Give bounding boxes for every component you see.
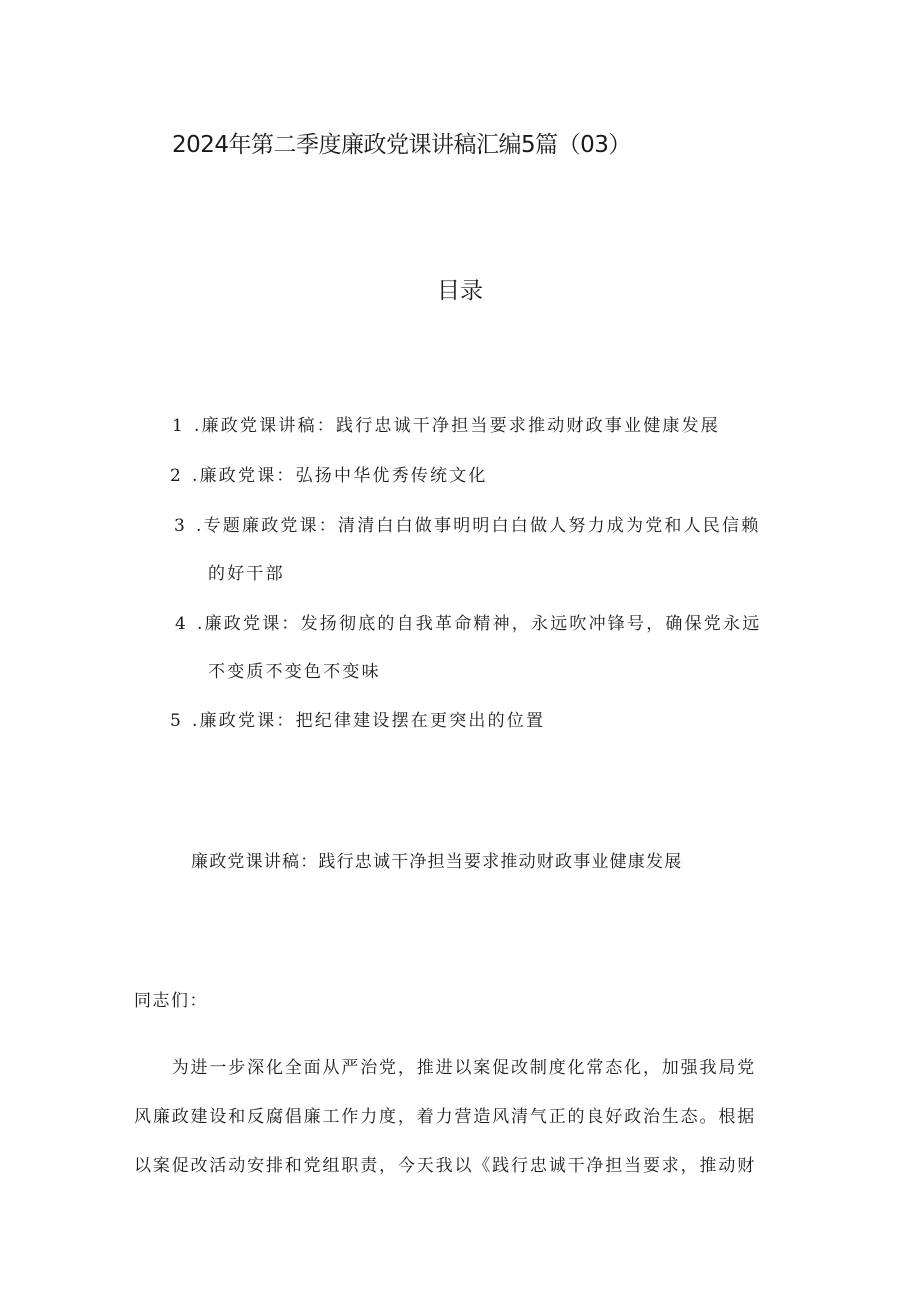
toc-item-text: .廉政党课：把纪律建设摆在更突出的位置 [192, 711, 546, 731]
document-title: 2024年第二季度廉政党课讲稿汇编5篇（03） [172, 132, 631, 158]
toc-item-text: .廉政党课：发扬彻底的自我革命精神，永远吹冲锋号，确保党永远 [197, 614, 762, 634]
paragraph-line: 以案促改活动安排和党组职责，今天我以《践行忠诚干净担当要求，推动财 [134, 1156, 757, 1176]
toc-item-number: 1 [172, 416, 186, 436]
toc-item-text: 不变质不变色不变味 [208, 662, 381, 682]
paragraph-line: 风廉政建设和反腐倡廉工作力度，着力营造风清气正的良好政治生态。根据 [134, 1107, 757, 1127]
toc-item-number: 3 [174, 516, 188, 536]
toc-item-text: .廉政党课：弘扬中华优秀传统文化 [192, 466, 488, 486]
toc-item-number: 5 [170, 711, 184, 731]
toc-item-3-continuation [208, 559, 285, 584]
section-title: 廉政党课讲稿：践行忠诚干净担当要求推动财政事业健康发展 [191, 852, 683, 872]
toc-heading: 目录 [437, 278, 483, 304]
toc-item-number: 4 [175, 614, 189, 634]
toc-item-text: 的好干部 [208, 564, 285, 584]
toc-item-number: 2 [170, 466, 184, 486]
toc-item-4-continuation [208, 657, 381, 682]
toc-item-1[interactable] [172, 411, 720, 436]
toc-item-3[interactable] [174, 511, 760, 536]
toc-item-text: .专题廉政党课：清清白白做事明明白白做人努力成为党和人民信赖 [196, 516, 761, 536]
toc-item-text: .廉政党课讲稿：践行忠诚干净担当要求推动财政事业健康发展 [194, 416, 721, 436]
toc-item-2[interactable] [170, 461, 488, 486]
toc-item-5[interactable] [170, 706, 545, 731]
salutation: 同志们： [134, 991, 208, 1011]
toc-item-4[interactable] [175, 609, 761, 634]
paragraph-line: 为进一步深化全面从严治党，推进以案促改制度化常态化，加强我局党 [134, 1058, 757, 1078]
